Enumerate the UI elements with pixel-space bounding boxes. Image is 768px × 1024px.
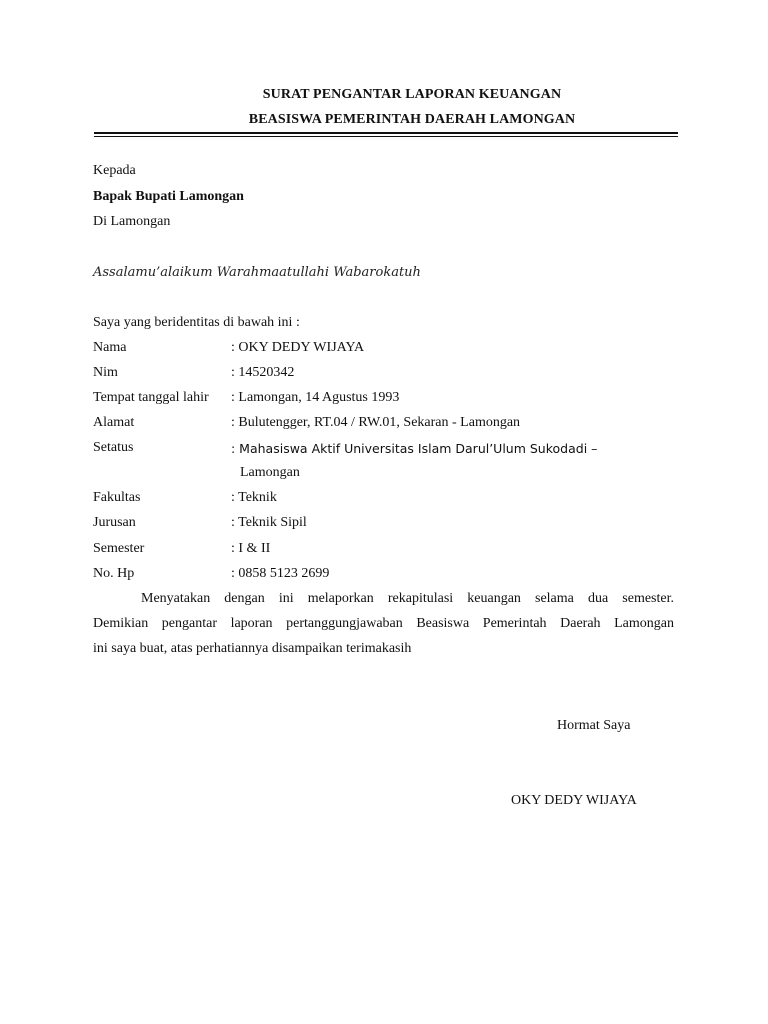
- header-rule-thin: [94, 136, 678, 137]
- identity-row-fakultas: [93, 490, 693, 510]
- identity-label: Semester: [93, 541, 145, 556]
- identity-value: : OKY DEDY WIJAYA: [231, 340, 365, 355]
- identity-value: : Bulutengger, RT.04 / RW.01, Sekaran - Lamongan: [231, 415, 521, 430]
- identity-row-semester: [93, 541, 693, 561]
- identity-value: : Teknik Sipil: [231, 515, 307, 530]
- identity-value: : I & II: [231, 541, 271, 556]
- letter-title-line1: SURAT PENGANTAR LAPORAN KEUANGAN: [262, 87, 562, 102]
- identity-value: : Mahasiswa Aktif Universitas Islam Darul’Ulum Sukodadi –: [231, 441, 598, 456]
- identity-value: : 0858 5123 2699: [231, 566, 330, 581]
- signatory-name: OKY DEDY WIJAYA: [511, 793, 637, 808]
- greeting: Assalamu’alaikum Warahmaatullahi Wabarokatuh: [93, 265, 421, 280]
- identity-label: Setatus: [93, 440, 134, 455]
- identity-label: Nim: [93, 365, 118, 380]
- identity-value: : Teknik: [231, 490, 277, 505]
- body-paragraph-line2: Demikian pengantar laporan pertanggungjawaban Beasiswa Pemerintah Daerah Lamongan: [93, 616, 674, 631]
- identity-row-nim: [93, 365, 693, 385]
- identity-label: Jurusan: [93, 515, 136, 530]
- identity-row-nohp: [93, 566, 693, 586]
- recipient-place: Di Lamongan: [93, 214, 171, 229]
- identity-value-continuation: Lamongan: [240, 465, 300, 480]
- identity-row-nama: [93, 340, 693, 360]
- intro-text: Saya yang beridentitas di bawah ini :: [93, 315, 300, 330]
- letter-title-line2: BEASISWA PEMERINTAH DAERAH LAMONGAN: [248, 112, 576, 127]
- identity-row-setatus: [93, 440, 693, 460]
- identity-value: : Lamongan, 14 Agustus 1993: [231, 390, 400, 405]
- header-rule-thick: [94, 132, 678, 134]
- identity-label: Tempat tanggal lahir: [93, 390, 209, 405]
- recipient-name: Bapak Bupati Lamongan: [93, 189, 244, 204]
- identity-label: No. Hp: [93, 566, 135, 581]
- identity-row-ttl: [93, 390, 693, 410]
- identity-label: Alamat: [93, 415, 135, 430]
- body-paragraph-line3: ini saya buat, atas perhatiannya disampaikan terimakasih: [93, 641, 412, 656]
- identity-row-alamat: [93, 415, 693, 435]
- closing-salutation: Hormat Saya: [557, 718, 631, 733]
- recipient-to: Kepada: [93, 163, 136, 178]
- body-paragraph-line1: Menyatakan dengan ini melaporkan rekapitulasi keuangan selama dua semester.: [141, 591, 674, 606]
- identity-row-jurusan: [93, 515, 693, 535]
- identity-label: Fakultas: [93, 490, 141, 505]
- identity-value: : 14520342: [231, 365, 295, 380]
- identity-label: Nama: [93, 340, 127, 355]
